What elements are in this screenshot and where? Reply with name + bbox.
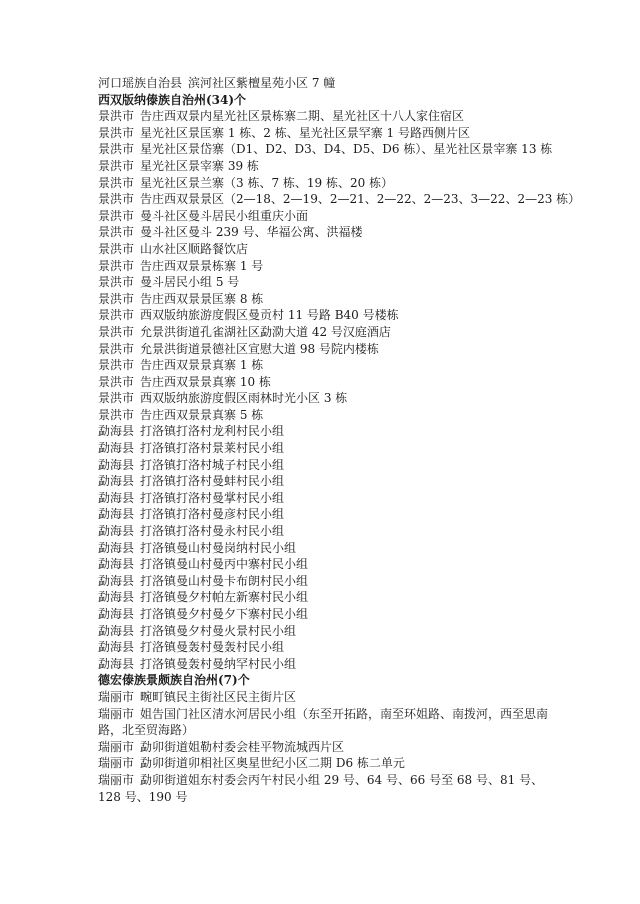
- district-name: 景洪市: [98, 341, 135, 356]
- district-name: 景洪市: [98, 208, 135, 223]
- location-text: 告庄西双景景真寨 5 栋: [140, 407, 264, 422]
- section-heading: 西双版纳傣族自治州(34)个: [98, 92, 247, 107]
- district-name: 景洪市: [98, 109, 135, 124]
- list-item: [98, 457, 558, 474]
- list-item: [98, 158, 558, 175]
- list-item: [98, 108, 558, 125]
- list-item: [98, 390, 558, 407]
- location-text: 告庄西双景景匡寨 8 栋: [140, 291, 264, 306]
- district-name: 景洪市: [98, 291, 135, 306]
- district-name: 河口瑶族自治县: [98, 76, 183, 90]
- district-name: 勐海县: [98, 524, 135, 539]
- district-name: 景洪市: [98, 225, 135, 240]
- location-text: 打洛镇打洛村城子村民小组: [140, 457, 285, 472]
- section-heading: 德宏傣族景颇族自治州(7)个: [98, 673, 250, 688]
- list-item: [98, 291, 558, 308]
- district-name: 景洪市: [98, 391, 135, 406]
- district-name: 勐海县: [98, 507, 135, 522]
- location-text: 畹町镇民主街社区民主街片区: [140, 689, 297, 704]
- location-text: 星光社区景宰寨 39 栋: [140, 158, 259, 173]
- list-item: [98, 606, 558, 623]
- district-name: 勐海县: [98, 441, 135, 456]
- list-item: [98, 423, 558, 440]
- list-item: [98, 490, 558, 507]
- district-name: 景洪市: [98, 158, 135, 173]
- location-text: 打洛镇打洛村曼掌村民小组: [140, 490, 285, 505]
- district-name: 景洪市: [98, 275, 135, 290]
- list-item: [98, 241, 558, 258]
- district-name: 勐海县: [98, 573, 135, 588]
- list-item: [98, 772, 558, 805]
- list-item: [98, 274, 558, 291]
- location-text: 勐卯街道卯相社区奥星世纪小区二期 D6 栋二单元: [140, 756, 405, 771]
- location-text: 打洛镇打洛村曼永村民小组: [140, 524, 285, 539]
- list-item: [98, 357, 558, 374]
- location-text: 打洛镇曼山村曼卡布朗村民小组: [140, 573, 309, 588]
- district-name: 景洪市: [98, 374, 135, 389]
- district-name: 勐海县: [98, 490, 135, 505]
- location-text: 曼斗社区曼斗居民小组重庆小面: [140, 208, 309, 223]
- list-item: [98, 706, 558, 739]
- list-item: [98, 589, 558, 606]
- location-text: 打洛镇曼夕村帕左新寨村民小组: [140, 590, 309, 605]
- district-name: 景洪市: [98, 142, 135, 157]
- district-name: 勐海县: [98, 457, 135, 472]
- list-item: [98, 324, 558, 341]
- location-text: 星光社区景匡寨 1 栋、2 栋、星光社区景罕寨 1 号路西侧片区: [140, 125, 470, 140]
- district-name: 勐海县: [98, 623, 135, 638]
- list-item: [98, 506, 558, 523]
- location-text: 打洛镇曼轰村曼轰村民小组: [140, 640, 285, 655]
- location-text: 星光社区景兰寨（3 栋、7 栋、19 栋、20 栋）: [140, 175, 394, 190]
- district-name: 瑞丽市: [98, 756, 135, 771]
- list-item: [98, 656, 558, 673]
- district-name: 勐海县: [98, 607, 135, 621]
- location-text: 姐告国门社区清水河居民小组（东至开拓路，南至环姐路、南拨河，西至思南路，北至贸海路）: [98, 706, 549, 738]
- district-name: 瑞丽市: [98, 739, 135, 754]
- list-item: [98, 141, 558, 158]
- district-name: 景洪市: [98, 324, 135, 339]
- location-text: 西双版纳旅游度假区曼贡村 11 号路 B40 号楼栋: [140, 308, 399, 323]
- list-item: [98, 208, 558, 225]
- location-text: 西双版纳旅游度假区雨林时光小区 3 栋: [140, 391, 348, 406]
- district-name: 景洪市: [98, 258, 135, 273]
- location-text: 告庄西双景内星光社区景栋寨二期、星光社区十八人家住宿区: [140, 109, 465, 124]
- location-text: 打洛镇打洛村景莱村民小组: [140, 441, 285, 456]
- location-text: 曼斗居民小组 5 号: [140, 275, 240, 290]
- location-text: 打洛镇打洛村龙利村民小组: [140, 424, 285, 439]
- list-item: [98, 473, 558, 490]
- list-item: [98, 739, 558, 756]
- list-item: [98, 639, 558, 656]
- district-name: 景洪市: [98, 358, 135, 373]
- list-item: [98, 341, 558, 358]
- location-text: 打洛镇曼夕村曼火景村民小组: [140, 623, 297, 638]
- district-name: 景洪市: [98, 175, 135, 190]
- location-text: 打洛镇曼山村曼岗纳村民小组: [140, 540, 297, 555]
- location-text: 山水社区顺路餐饮店: [140, 241, 249, 256]
- location-text: 勐卯街道姐勒村委会桂平物流城西片区: [140, 739, 345, 754]
- location-text: 曼斗社区曼斗 239 号、华福公寓、洪福楼: [140, 225, 363, 240]
- district-name: 瑞丽市: [98, 706, 135, 721]
- list-item: [98, 440, 558, 457]
- list-item: [98, 573, 558, 590]
- list-item: [98, 191, 581, 208]
- location-text: 星光社区景岱寨（D1、D2、D3、D4、D5、D6 栋）、星光社区景宰寨 13 栋: [140, 142, 553, 157]
- location-text: 允景洪街道景德社区宣慰大道 98 号院内楼栋: [140, 341, 379, 356]
- list-item: [98, 175, 558, 192]
- district-name: 景洪市: [98, 407, 135, 422]
- list-item: [98, 307, 558, 324]
- location-text: 勐卯街道姐东村委会丙午村民小组 29 号、64 号、66 号至 68 号、81 号、128 号、190 号: [98, 772, 544, 804]
- list-item: [98, 374, 558, 391]
- list-item: [98, 755, 558, 772]
- district-name: 勐海县: [98, 557, 135, 572]
- location-text: 打洛镇打洛村曼蚌村民小组: [140, 474, 285, 489]
- district-name: 景洪市: [98, 308, 135, 323]
- location-text: 打洛镇曼夕村曼夕下寨村民小组: [140, 607, 309, 621]
- district-name: 景洪市: [98, 241, 135, 256]
- list-item: [98, 224, 558, 241]
- list-item: [98, 75, 558, 92]
- list-item: [98, 407, 558, 424]
- location-text: 允景洪街道孔雀湖社区勐泐大道 42 号汉庭酒店: [140, 324, 391, 339]
- location-text: 打洛镇曼轰村曼纳罕村民小组: [140, 656, 297, 671]
- document-body: [98, 75, 581, 805]
- location-text: 告庄西双景景栋寨 1 号: [140, 258, 264, 273]
- district-name: 勐海县: [98, 640, 135, 655]
- district-name: 勐海县: [98, 656, 135, 671]
- district-name: 勐海县: [98, 540, 135, 555]
- list-item: [98, 623, 558, 640]
- location-text: 告庄西双景景真寨 1 栋: [140, 358, 264, 373]
- list-item: [98, 125, 558, 142]
- list-item: [98, 540, 558, 557]
- district-name: 瑞丽市: [98, 772, 135, 787]
- location-text: 告庄西双景景真寨 10 栋: [140, 374, 271, 389]
- district-name: 景洪市: [98, 125, 135, 140]
- location-text: 告庄西双景景区（2—18、2—19、2—21、2—22、2—23、3—22、2—23 栋）: [140, 192, 581, 207]
- list-item: [98, 689, 558, 706]
- location-text: 滨河社区紫檀星苑小区 7 幢: [188, 76, 336, 90]
- district-name: 勐海县: [98, 590, 135, 605]
- district-name: 勐海县: [98, 424, 135, 439]
- district-name: 瑞丽市: [98, 689, 135, 704]
- district-name: 景洪市: [98, 192, 135, 207]
- location-text: 打洛镇打洛村曼彦村民小组: [140, 507, 285, 522]
- list-item: [98, 556, 558, 573]
- list-item: [98, 523, 558, 540]
- list-item: [98, 258, 558, 275]
- district-name: 勐海县: [98, 474, 135, 489]
- location-text: 打洛镇曼山村曼丙中寨村民小组: [140, 557, 309, 572]
